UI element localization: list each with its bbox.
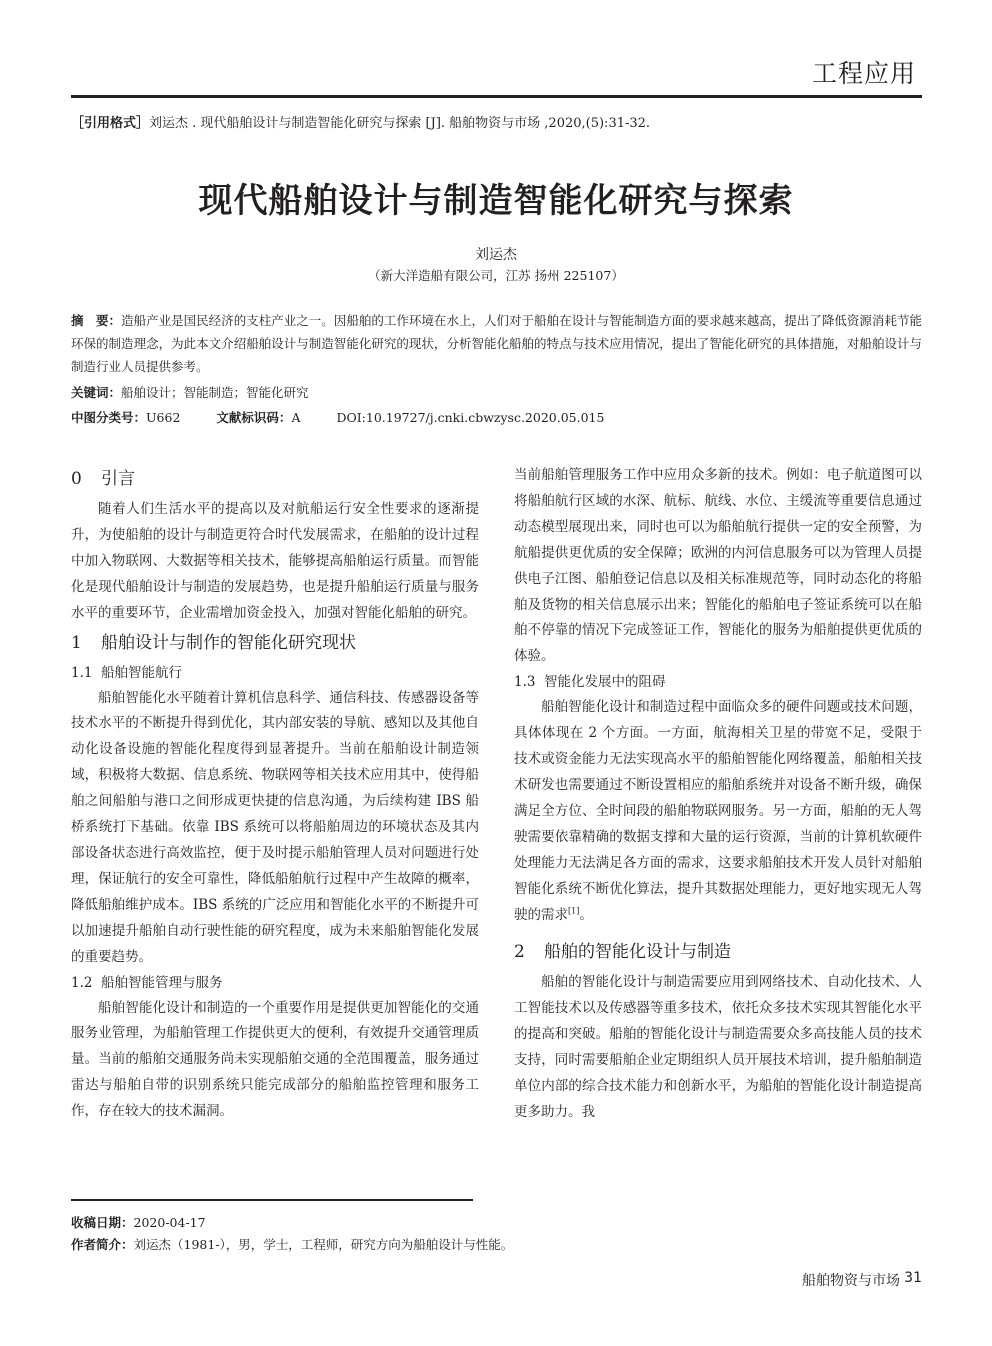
doc-code-label: 文献标识码： — [216, 410, 292, 425]
footer-journal-name: 船舶物资与市场 — [802, 1273, 900, 1289]
author-name: 刘运杰 — [475, 247, 517, 263]
keywords — [71, 383, 922, 403]
page-number: 31 — [904, 1270, 922, 1286]
heading-section-1-2: 1.2 船舶智能管理与服务 — [71, 974, 223, 991]
citation-line — [71, 115, 922, 133]
keywords-text: 船舶设计；智能制造；智能化研究 — [121, 385, 309, 400]
abstract-label: 摘 要： — [71, 313, 122, 328]
section-header: 工程应用 — [811, 59, 916, 88]
doi: DOI:10.19727/j.cnki.cbwzysc.2020.05.015 — [336, 410, 605, 425]
paragraph-1-1: 船舶智能化水平随着计算机信息科学、通信科技、传感器设备等技术水平的不断提升得到优化，其内部安装的导航、感知以及其他自动化设备设施的智能化程度得到显著提升。当前在船舶设计制造领域，积极将大数据、信息系统、物联网等相关技术应用其中，使得船舶之间船舶与港口之间形成更快捷的信息沟通，为后续构建 IBS 船桥系统打下基础。依靠 IBS 系统可以将船舶周边的环境状态及其内部设备状态进行高效监控，便于及时提示船舶管理人员对问题进行处理，保证航行的安全可靠性，降低船舶航行过程中产生故障的概率，降低船舶维护成本。IBS 系统的广泛应用和智能化水平的不断提升可以加速提升船舶自动行驶性能的研究程度，成为未来船舶智能化发展的重要趋势。 — [71, 689, 479, 965]
heading-section-1: 1 船舶设计与制作的智能化研究现状 — [71, 632, 356, 653]
reference-marker[interactable]: [1] — [568, 906, 580, 915]
paper-title: 现代船舶设计与制造智能化研究与探索 — [198, 181, 794, 221]
paragraph-1-2: 船舶智能化设计和制造的一个重要作用是提供更加智能化的交通服务业管理，为船舶管理工作提供更大的便利，有效提升交通管理质量。当前的船舶交通服务尚未实现船舶交通的全范围覆盖，服务通过雷达与船舶自带的识别系统只能完成部分的船舶监控管理和服务工作，存在较大的技术漏洞。 — [71, 999, 479, 1120]
abstract-text: 造船产业是国民经济的支柱产业之一。因船舶的工作环境在水上，人们对于船舶在设计与智能制造方面的要求越来越高，提出了降低资源消耗节能环保的制造理念，为此本文介绍船舶设计与制造智能化研究的现状，分析智能化船舶的特点与技术应用情况，提出了智能化研究的具体措施，对船舶设计与制造行业人员提供参考。 — [71, 313, 922, 374]
clc-value: U662 — [146, 410, 181, 425]
footnote-received: 收稿日期：2020-04-17 — [71, 1215, 206, 1230]
footnote-author-bio: 作者简介：刘运杰（1981-），男，学士，工程师，研究方向为船舶设计与性能。 — [71, 1237, 514, 1252]
classification-line — [71, 408, 922, 428]
doc-code-value: A — [291, 410, 301, 425]
paragraph-2: 船舶的智能化设计与制造需要应用到网络技术、自动化技术、人工智能技术以及传感器等重多技术，依托众多技术实现其智能化水平的提高和突破。船舶的智能化设计与制造需要众多高技能人员的技术支持，同时需要船舶企业定期组织人员开展技术培训，提升船舶制造单位内部的综合技术能力和创新水平，为船舶的智能化设计制造提高更多助力。我 — [514, 974, 922, 1120]
citation-text: 刘运杰 . 现代船舶设计与制造智能化研究与探索 [J]. 船舶物资与市场 ,2020,(5):31-32. — [149, 116, 651, 131]
heading-section-1-1: 1.1 船舶智能航行 — [71, 664, 182, 681]
right-column — [514, 463, 922, 1126]
keywords-label: 关键词： — [71, 385, 122, 400]
left-column — [71, 463, 479, 1125]
citation-label: ［引用格式］ — [71, 116, 150, 131]
paragraph-1-2-continued: 当前船舶管理服务工作中应用众多新的技术。例如：电子航道图可以将船舶航行区域的水深、航标、航线、水位、主缓流等重要信息通过动态模型展现出来，同时也可以为船舶航行提供一定的安全预警，为航船提供更优质的安全保障；欧洲的内河信息服务可以为管理人员提供电子江图、船舶登记信息以及相关标准规范等，同时动态化的将船舶及货物的相关信息展示出来；智能化的船舶电子签证系统可以在船舶不停靠的情况下完成签证工作，智能化的服务为船舶提供更优质的体验。 — [514, 467, 922, 665]
paragraph-intro: 随着人们生活水平的提高以及对航船运行安全性要求的逐渐提升，为使船舶的设计与制造更符合时代发展需求，在船舶的设计过程中加入物联网、大数据等相关技术，能够提高船舶运行质量。而智能化是现代船舶设计与制造的发展趋势，也是提升船舶运行质量与服务水平的重要环节，企业需增加资金投入，加强对智能化船舶的研究。 — [71, 501, 479, 621]
heading-section-2: 2 船舶的智能化设计与制造 — [514, 942, 731, 963]
author-affiliation: （新大洋造船有限公司，江苏 扬州 225107） — [368, 268, 624, 283]
heading-section-1-3: 1.3 智能化发展中的阻碍 — [514, 674, 666, 691]
abstract — [71, 309, 922, 378]
paragraph-1-3: 船舶智能化设计和制造过程中面临众多的硬件问题或技术问题，具体体现在 2 个方面。一方面，航海相关卫星的带宽不足，受限于技术或资金能力无法实现高水平的船舶智能化网络覆盖，船舶相关技术研发也需要通过不断设置相应的船舶系统并对设备不断升级，确保满足全方位、全时间段的船舶物联网服务。另一方面，船舶的无人驾驶需要依靠精确的数据支撑和大量的运行资源，当前的计算机软硬件处理能力无法满足各方面的需求，这要求船舶技术开发人员针对船舶智能化系统不断优化算法，提升其数据处理能力，更好地实现无人驾驶的需求[1]。 — [514, 699, 922, 923]
footnote-rule — [71, 1199, 473, 1201]
clc-label: 中图分类号： — [71, 410, 147, 425]
heading-section-0: 0 引言 — [71, 469, 135, 489]
header-rule — [71, 95, 922, 98]
